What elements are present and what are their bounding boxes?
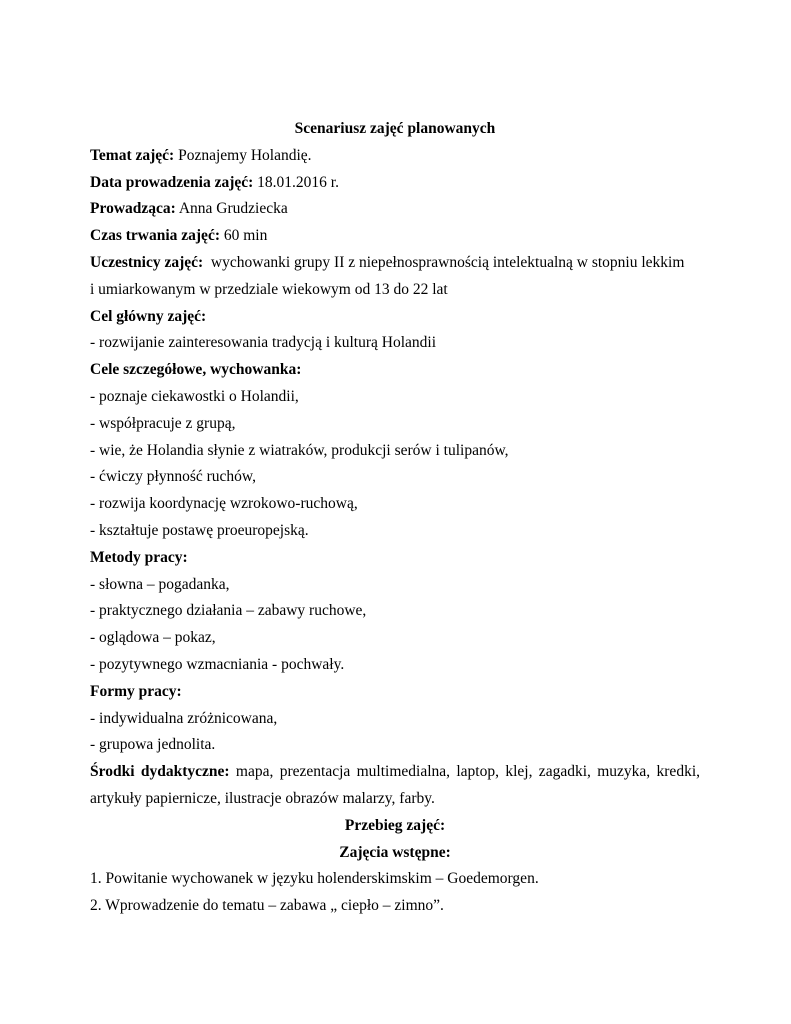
- materials-text-1: mapa, prezentacja multimedialna, laptop, klej, zagadki, muzyka, kredki,: [235, 763, 700, 781]
- participants-line-1: [90, 250, 700, 277]
- participants-label: Uczestnicy zajęć:: [90, 253, 204, 271]
- form-item: - grupowa jednolita.: [90, 736, 216, 754]
- topic-label: Temat zajęć:: [90, 146, 175, 164]
- duration-line: [90, 223, 700, 250]
- main-goal-heading: Cel główny zajęć:: [90, 307, 207, 325]
- date-value: 18.01.2016 r.: [253, 173, 339, 191]
- specific-goal-item: - wie, że Holandia słynie z wiatraków, produkcji serów i tulipanów,: [90, 441, 509, 459]
- materials-label: Środki dydaktyczne:: [90, 763, 230, 781]
- specific-goal-item: - ćwiczy płynność ruchów,: [90, 468, 256, 486]
- method-item: - słowna – pogadanka,: [90, 575, 230, 593]
- materials-line-2: artykuły papiernicze, ilustracje obrazów malarzy, farby.: [90, 789, 435, 807]
- intro-item: 1. Powitanie wychowanek w języku holenderskimskim – Goedemorgen.: [90, 870, 539, 888]
- course-heading: Przebieg zajęć:: [344, 816, 446, 834]
- duration-label: Czas trwania zajęć:: [90, 227, 220, 245]
- participants-line-2: i umiarkowanym w przedziale wiekowym od 13 do 22 lat: [90, 280, 448, 298]
- participants-text-1: wychowanki grupy II z niepełnosprawnością intelektualną w stopniu lekkim: [210, 253, 685, 271]
- duration-value: 60 min: [219, 227, 268, 245]
- specific-goals-heading: Cele szczegółowe, wychowanka:: [90, 361, 302, 379]
- teacher-label: Prowadząca:: [90, 200, 176, 218]
- intro-item: 2. Wprowadzenie do tematu – zabawa „ ciepło – zimno”.: [90, 897, 444, 915]
- topic-line: [90, 143, 700, 170]
- method-item: - pozytywnego wzmacniania - pochwały.: [90, 655, 345, 673]
- materials-line-1: [90, 759, 700, 786]
- date-line: [90, 170, 700, 197]
- teacher-value: Anna Grudziecka: [175, 200, 288, 218]
- specific-goal-item: - współpracuje z grupą,: [90, 414, 236, 432]
- teacher-line: [90, 196, 700, 223]
- document-title: Scenariusz zajęć planowanych: [294, 120, 496, 137]
- topic-value: Poznajemy Holandię.: [174, 146, 312, 164]
- date-label: Data prowadzenia zajęć:: [90, 173, 254, 191]
- specific-goal-item: - kształtuje postawę proeuropejską.: [90, 521, 309, 539]
- specific-goal-item: - rozwija koordynację wzrokowo-ruchową,: [90, 495, 358, 513]
- main-goal-item: - rozwijanie zainteresowania tradycją i kulturą Holandii: [90, 334, 437, 352]
- intro-heading: Zajęcia wstępne:: [339, 843, 451, 861]
- methods-heading: Metody pracy:: [90, 548, 188, 566]
- method-item: - praktycznego działania – zabawy ruchowe,: [90, 602, 367, 620]
- forms-heading: Formy pracy:: [90, 682, 182, 700]
- specific-goal-item: - poznaje ciekawostki o Holandii,: [90, 387, 299, 405]
- document-page: [90, 116, 700, 920]
- method-item: - oglądowa – pokaz,: [90, 629, 216, 647]
- form-item: - indywidualna zróżnicowana,: [90, 709, 278, 727]
